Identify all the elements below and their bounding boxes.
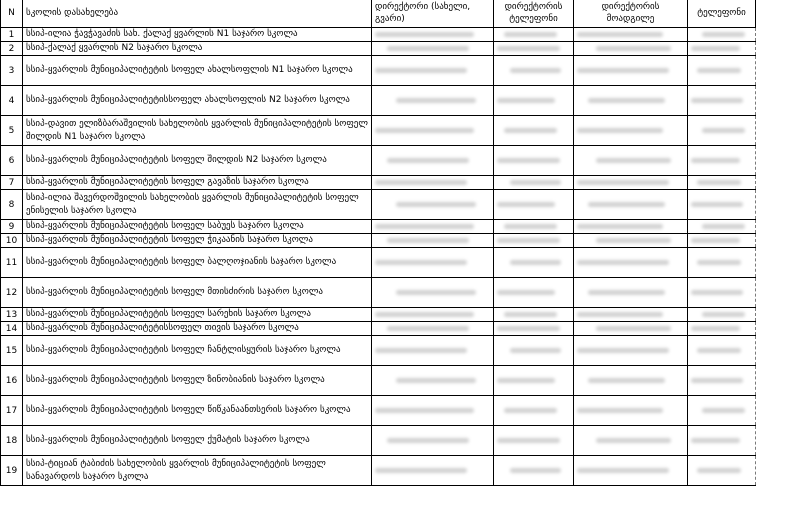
redaction-blur	[510, 180, 561, 185]
table-row	[1, 322, 756, 336]
redaction-blur	[577, 312, 663, 317]
redaction-blur	[577, 260, 669, 265]
deputy-cell-redacted	[574, 146, 688, 176]
redaction-blur	[588, 378, 665, 383]
redaction-blur	[387, 326, 470, 331]
redaction-blur	[375, 180, 467, 185]
redaction-blur	[577, 180, 669, 185]
row-number: 8	[1, 190, 23, 220]
redaction-blur	[697, 468, 741, 473]
director-phone-cell-redacted	[494, 146, 574, 176]
table-row	[1, 56, 756, 86]
phone-cell-redacted	[688, 234, 756, 248]
director-cell-redacted	[372, 220, 494, 234]
redaction-blur	[387, 238, 470, 243]
table-row	[1, 86, 756, 116]
director-cell-redacted	[372, 456, 494, 486]
table-row	[1, 278, 756, 308]
table-row	[1, 146, 756, 176]
school-name-cell: სსიპ-ყვარლის მუნიციპალიტეტის სოფელ ჩანტლისყურის საჯარო სკოლა	[23, 336, 372, 366]
redaction-blur	[375, 224, 474, 229]
director-phone-cell-redacted	[494, 278, 574, 308]
deputy-cell-redacted	[574, 366, 688, 396]
redaction-blur	[577, 68, 669, 73]
table-row	[1, 116, 756, 146]
director-cell-redacted	[372, 234, 494, 248]
deputy-cell-redacted	[574, 308, 688, 322]
director-cell-redacted	[372, 86, 494, 116]
redaction-blur	[375, 312, 474, 317]
redaction-blur	[387, 438, 470, 443]
table-row	[1, 426, 756, 456]
director-phone-cell-redacted	[494, 86, 574, 116]
redaction-blur	[577, 348, 669, 353]
phone-cell-redacted	[688, 116, 756, 146]
redaction-blur	[375, 32, 474, 37]
deputy-cell-redacted	[574, 42, 688, 56]
school-name-cell: სსიპ-ყვარლის მუნიციპალიტეტისსოფელ თივის საჯარო სკოლა	[23, 322, 372, 336]
redaction-blur	[702, 312, 745, 317]
redaction-blur	[596, 46, 671, 51]
director-cell-redacted	[372, 42, 494, 56]
redaction-blur	[497, 202, 555, 207]
phone-cell-redacted	[688, 28, 756, 42]
row-number: 11	[1, 248, 23, 278]
deputy-cell-redacted	[574, 322, 688, 336]
redaction-blur	[596, 438, 671, 443]
table-row	[1, 28, 756, 42]
phone-cell-redacted	[688, 146, 756, 176]
header-director: დირექტორი (სახელი, გვარი)	[372, 0, 494, 28]
redaction-blur	[577, 468, 669, 473]
school-name-cell: სსიპ-ტიციან ტაბიძის სახელობის ყვარლის მუნიციპალიტეტის სოფელ სანავარდოს საჯარო სკოლა	[23, 456, 372, 486]
row-number: 3	[1, 56, 23, 86]
director-phone-cell-redacted	[494, 234, 574, 248]
director-phone-cell-redacted	[494, 248, 574, 278]
redaction-blur	[702, 128, 745, 133]
redaction-blur	[702, 224, 745, 229]
row-number: 1	[1, 28, 23, 42]
redaction-blur	[497, 238, 560, 243]
deputy-cell-redacted	[574, 336, 688, 366]
school-name-cell: სსიპ-ილია ჭავჭავაძის სახ. ქალაქ ყვარლის N1 საჯარო სკოლა	[23, 28, 372, 42]
school-name-cell: სსიპ-ყვარლის მუნიციპალიტეტის სოფელ შილდის N2 საჯარო სკოლა	[23, 146, 372, 176]
redaction-blur	[387, 158, 470, 163]
phone-cell-redacted	[688, 308, 756, 322]
row-number: 12	[1, 278, 23, 308]
redaction-blur	[702, 32, 745, 37]
school-name-cell: სსიპ-ყვარლის მუნიციპალიტეტის სოფელ საბუეს საჯარო სკოლა	[23, 220, 372, 234]
row-number: 16	[1, 366, 23, 396]
redaction-blur	[691, 158, 740, 163]
redaction-blur	[387, 46, 470, 51]
row-number: 9	[1, 220, 23, 234]
table-row	[1, 234, 756, 248]
deputy-cell-redacted	[574, 56, 688, 86]
phone-cell-redacted	[688, 86, 756, 116]
redaction-blur	[504, 312, 557, 317]
deputy-cell-redacted	[574, 248, 688, 278]
school-name-cell: სსიპ-ქალაქ ყვარლის N2 საჯარო სკოლა	[23, 42, 372, 56]
deputy-cell-redacted	[574, 28, 688, 42]
redaction-blur	[697, 180, 741, 185]
deputy-cell-redacted	[574, 278, 688, 308]
phone-cell-redacted	[688, 176, 756, 190]
school-name-cell: სსიპ-ილია შავერდოშვილის სახელობის ყვარლის მუნიციპალიტეტის სოფელ ენისელის საჯარო სკოლა	[23, 190, 372, 220]
redaction-blur	[504, 32, 557, 37]
phone-cell-redacted	[688, 248, 756, 278]
row-number: 10	[1, 234, 23, 248]
director-cell-redacted	[372, 28, 494, 42]
director-phone-cell-redacted	[494, 308, 574, 322]
row-number: 18	[1, 426, 23, 456]
row-number: 17	[1, 396, 23, 426]
row-number: 19	[1, 456, 23, 486]
phone-cell-redacted	[688, 278, 756, 308]
director-cell-redacted	[372, 426, 494, 456]
director-phone-cell-redacted	[494, 396, 574, 426]
redaction-blur	[697, 348, 741, 353]
director-cell-redacted	[372, 248, 494, 278]
school-name-cell: სსიპ-ყვარლის მუნიციპალიტეტის სოფელ გავაზის საჯარო სკოლა	[23, 176, 372, 190]
redaction-blur	[497, 378, 555, 383]
director-phone-cell-redacted	[494, 176, 574, 190]
redaction-blur	[497, 46, 560, 51]
redaction-blur	[510, 68, 561, 73]
deputy-cell-redacted	[574, 426, 688, 456]
redaction-blur	[375, 128, 474, 133]
deputy-cell-redacted	[574, 234, 688, 248]
table-row	[1, 190, 756, 220]
school-name-cell: სსიპ-ყვარლის მუნიციპალიტეტის სოფელ სარეხის საჯარო სკოლა	[23, 308, 372, 322]
redaction-blur	[577, 224, 663, 229]
row-number: 15	[1, 336, 23, 366]
row-number: 7	[1, 176, 23, 190]
header-school-name: სკოლის დასახელება	[23, 0, 372, 28]
school-name-cell: სსიპ-ყვარლის მუნიციპალიტეტის სოფელ ჭიკაანის საჯარო სკოლა	[23, 234, 372, 248]
redaction-blur	[588, 98, 665, 103]
header-row	[1, 0, 756, 28]
redaction-blur	[691, 378, 743, 383]
director-phone-cell-redacted	[494, 336, 574, 366]
redaction-blur	[577, 32, 663, 37]
table-body	[1, 28, 756, 486]
school-name-cell: სსიპ-დავით ელიზბარაშვილის სახელობის ყვარლის მუნიციპალიტეტის სოფელ შილდის N1 საჯარო სკოლა	[23, 116, 372, 146]
school-name-cell: სსიპ-ყვარლის მუნიციპალიტეტის სოფელ მთისძირის საჯარო სკოლა	[23, 278, 372, 308]
phone-cell-redacted	[688, 456, 756, 486]
redaction-blur	[497, 438, 560, 443]
director-cell-redacted	[372, 56, 494, 86]
table-row	[1, 220, 756, 234]
redaction-blur	[702, 408, 745, 413]
phone-cell-redacted	[688, 336, 756, 366]
table-row	[1, 248, 756, 278]
phone-cell-redacted	[688, 396, 756, 426]
director-phone-cell-redacted	[494, 116, 574, 146]
director-cell-redacted	[372, 116, 494, 146]
school-name-cell: სსიპ-ყვარლის მუნიციპალიტეტის სოფელ წიწკანაანთსერის საჯარო სკოლა	[23, 396, 372, 426]
director-cell-redacted	[372, 366, 494, 396]
redaction-blur	[497, 290, 555, 295]
deputy-cell-redacted	[574, 220, 688, 234]
phone-cell-redacted	[688, 322, 756, 336]
deputy-cell-redacted	[574, 396, 688, 426]
redaction-blur	[697, 260, 741, 265]
redaction-blur	[577, 408, 663, 413]
table-row	[1, 176, 756, 190]
director-cell-redacted	[372, 322, 494, 336]
director-phone-cell-redacted	[494, 456, 574, 486]
school-name-cell: სსიპ-ყვარლის მუნიციპალიტეტის სოფელ ბალღოჯიანის საჯარო სკოლა	[23, 248, 372, 278]
redaction-blur	[697, 68, 741, 73]
director-cell-redacted	[372, 308, 494, 322]
redaction-blur	[375, 348, 467, 353]
director-cell-redacted	[372, 176, 494, 190]
phone-cell-redacted	[688, 190, 756, 220]
phone-cell-redacted	[688, 220, 756, 234]
redaction-blur	[497, 98, 555, 103]
redaction-blur	[396, 290, 477, 295]
deputy-cell-redacted	[574, 456, 688, 486]
director-cell-redacted	[372, 190, 494, 220]
row-number: 5	[1, 116, 23, 146]
row-number: 6	[1, 146, 23, 176]
director-cell-redacted	[372, 278, 494, 308]
row-number: 14	[1, 322, 23, 336]
table-row	[1, 308, 756, 322]
redaction-blur	[596, 326, 671, 331]
table-row	[1, 396, 756, 426]
school-name-cell: სსიპ-ყვარლის მუნიციპალიტეტის სოფელ ქუმატის საჯარო სკოლა	[23, 426, 372, 456]
redaction-blur	[691, 290, 743, 295]
table-row	[1, 366, 756, 396]
redaction-blur	[396, 202, 477, 207]
redaction-blur	[504, 224, 557, 229]
director-cell-redacted	[372, 146, 494, 176]
header-deputy: დირექტორის მოადგილე	[574, 0, 688, 28]
director-phone-cell-redacted	[494, 366, 574, 396]
director-phone-cell-redacted	[494, 56, 574, 86]
row-number: 2	[1, 42, 23, 56]
phone-cell-redacted	[688, 42, 756, 56]
row-number: 4	[1, 86, 23, 116]
redaction-blur	[396, 378, 477, 383]
redaction-blur	[577, 128, 663, 133]
redaction-blur	[588, 290, 665, 295]
director-phone-cell-redacted	[494, 190, 574, 220]
phone-cell-redacted	[688, 426, 756, 456]
redaction-blur	[691, 98, 743, 103]
school-name-cell: სსიპ-ყვარლის მუნიციპალიტეტის სოფელ ახალსოფლის N1 საჯარო სკოლა	[23, 56, 372, 86]
header-num: N	[1, 0, 23, 28]
deputy-cell-redacted	[574, 116, 688, 146]
redaction-blur	[497, 326, 560, 331]
phone-cell-redacted	[688, 366, 756, 396]
phone-cell-redacted	[688, 56, 756, 86]
table-row	[1, 42, 756, 56]
deputy-cell-redacted	[574, 86, 688, 116]
redaction-blur	[588, 202, 665, 207]
director-cell-redacted	[372, 396, 494, 426]
redaction-blur	[396, 98, 477, 103]
redaction-blur	[691, 46, 740, 51]
director-phone-cell-redacted	[494, 220, 574, 234]
redaction-blur	[691, 326, 740, 331]
redaction-blur	[510, 468, 561, 473]
director-phone-cell-redacted	[494, 42, 574, 56]
director-cell-redacted	[372, 336, 494, 366]
header-director-phone: დირექტორის ტელეფონი	[494, 0, 574, 28]
row-number: 13	[1, 308, 23, 322]
redaction-blur	[375, 408, 474, 413]
redaction-blur	[375, 260, 467, 265]
redaction-blur	[504, 128, 557, 133]
redaction-blur	[504, 408, 557, 413]
director-phone-cell-redacted	[494, 322, 574, 336]
redaction-blur	[375, 468, 467, 473]
redaction-blur	[497, 158, 560, 163]
school-name-cell: სსიპ-ყვარლის მუნიციპალიტეტის სოფელ ზინობიანის საჯარო სკოლა	[23, 366, 372, 396]
redaction-blur	[510, 260, 561, 265]
redaction-blur	[691, 438, 740, 443]
redaction-blur	[691, 238, 740, 243]
redaction-blur	[596, 238, 671, 243]
table-row	[1, 456, 756, 486]
deputy-cell-redacted	[574, 176, 688, 190]
redaction-blur	[691, 202, 743, 207]
redaction-blur	[375, 68, 467, 73]
director-phone-cell-redacted	[494, 426, 574, 456]
redaction-blur	[596, 158, 671, 163]
deputy-cell-redacted	[574, 190, 688, 220]
table-row	[1, 336, 756, 366]
header-phone: ტელეფონი	[688, 0, 756, 28]
director-phone-cell-redacted	[494, 28, 574, 42]
redaction-blur	[510, 348, 561, 353]
school-name-cell: სსიპ-ყვარლის მუნიციპალიტეტისსოფელ ახალსოფლის N2 საჯარო სკოლა	[23, 86, 372, 116]
